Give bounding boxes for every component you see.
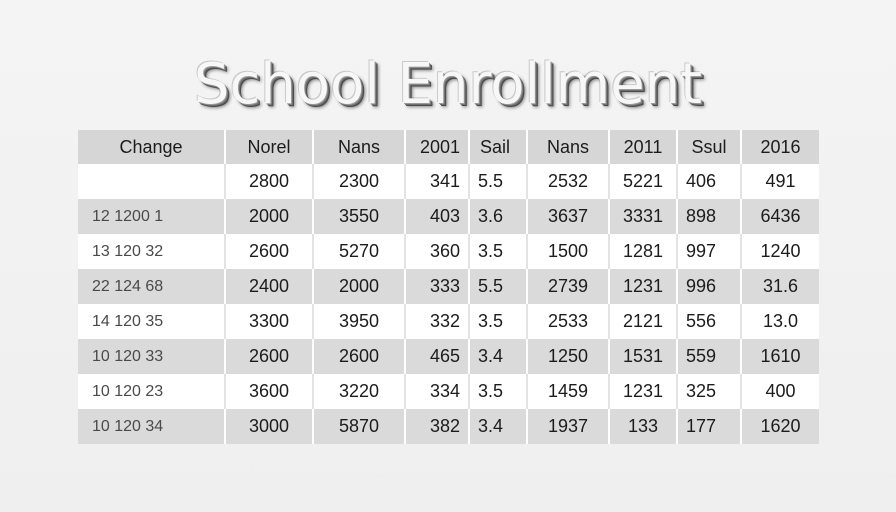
table-cell: 2800 — [225, 164, 313, 199]
row-label-cell — [78, 164, 225, 199]
table-cell: 1459 — [527, 374, 609, 409]
table-cell: 1500 — [527, 234, 609, 269]
table-cell: 1231 — [609, 374, 677, 409]
table-row — [78, 409, 819, 444]
table-cell: 1531 — [609, 339, 677, 374]
table-cell: 2533 — [527, 304, 609, 339]
table-cell: 325 — [677, 374, 741, 409]
table-cell: 559 — [677, 339, 741, 374]
column-header: Nans — [313, 130, 405, 164]
table-cell: 5.5 — [469, 164, 527, 199]
table-cell: 3220 — [313, 374, 405, 409]
table-cell: 333 — [405, 269, 469, 304]
column-header: Sail — [469, 130, 527, 164]
table-cell: 1240 — [741, 234, 819, 269]
table-cell: 997 — [677, 234, 741, 269]
table-row — [78, 304, 819, 339]
table-cell: 400 — [741, 374, 819, 409]
table-cell: 406 — [677, 164, 741, 199]
column-header: Ssul — [677, 130, 741, 164]
table-cell: 898 — [677, 199, 741, 234]
table-cell: 2739 — [527, 269, 609, 304]
table-cell: 3637 — [527, 199, 609, 234]
table-cell: 2300 — [313, 164, 405, 199]
table-row — [78, 234, 819, 269]
table-cell: 3600 — [225, 374, 313, 409]
table-cell: 3.5 — [469, 234, 527, 269]
table-row — [78, 374, 819, 409]
table-cell: 5270 — [313, 234, 405, 269]
table-cell: 2532 — [527, 164, 609, 199]
table-cell: 3.6 — [469, 199, 527, 234]
column-header: 2011 — [609, 130, 677, 164]
table-row — [78, 164, 819, 199]
table-cell: 1231 — [609, 269, 677, 304]
table-row — [78, 199, 819, 234]
row-label-cell: 22 124 68 — [78, 269, 225, 304]
table-cell: 2600 — [313, 339, 405, 374]
column-header: Norel — [225, 130, 313, 164]
table-cell: 2121 — [609, 304, 677, 339]
header-row — [78, 130, 819, 164]
table-cell: 2600 — [225, 234, 313, 269]
table-cell: 1610 — [741, 339, 819, 374]
table-cell: 2000 — [225, 199, 313, 234]
column-header: 2001 — [405, 130, 469, 164]
row-label-cell: 12 1200 1 — [78, 199, 225, 234]
table-cell: 3331 — [609, 199, 677, 234]
table-cell: 177 — [677, 409, 741, 444]
table-cell: 3.4 — [469, 339, 527, 374]
table-cell: 382 — [405, 409, 469, 444]
column-header: Change — [78, 130, 225, 164]
table-cell: 5221 — [609, 164, 677, 199]
table-cell: 996 — [677, 269, 741, 304]
table-cell: 1281 — [609, 234, 677, 269]
table-cell: 2000 — [313, 269, 405, 304]
table-cell: 341 — [405, 164, 469, 199]
table-cell: 3.5 — [469, 304, 527, 339]
table-row — [78, 339, 819, 374]
table-cell: 5870 — [313, 409, 405, 444]
table-cell: 465 — [405, 339, 469, 374]
chart-title: School Enrollment — [193, 52, 703, 117]
table-cell: 556 — [677, 304, 741, 339]
column-header: 2016 — [741, 130, 819, 164]
table-cell: 3950 — [313, 304, 405, 339]
table-cell: 31.6 — [741, 269, 819, 304]
column-header: Nans — [527, 130, 609, 164]
table-cell: 1937 — [527, 409, 609, 444]
table-cell: 1250 — [527, 339, 609, 374]
table-cell: 332 — [405, 304, 469, 339]
table-cell: 2400 — [225, 269, 313, 304]
table-cell: 491 — [741, 164, 819, 199]
table-cell: 5.5 — [469, 269, 527, 304]
table-cell: 3000 — [225, 409, 313, 444]
table-row — [78, 269, 819, 304]
table-cell: 1620 — [741, 409, 819, 444]
table-cell: 2600 — [225, 339, 313, 374]
table-cell: 360 — [405, 234, 469, 269]
row-label-cell: 10 120 33 — [78, 339, 225, 374]
table-cell: 3550 — [313, 199, 405, 234]
row-label-cell: 13 120 32 — [78, 234, 225, 269]
table-cell: 13.0 — [741, 304, 819, 339]
table-cell: 3.5 — [469, 374, 527, 409]
row-label-cell: 14 120 35 — [78, 304, 225, 339]
table-cell: 3300 — [225, 304, 313, 339]
row-label-cell: 10 120 23 — [78, 374, 225, 409]
table-cell: 133 — [609, 409, 677, 444]
table-cell: 3.4 — [469, 409, 527, 444]
table-body — [78, 164, 819, 444]
table-cell: 6436 — [741, 199, 819, 234]
enrollment-table — [78, 130, 819, 444]
table-cell: 334 — [405, 374, 469, 409]
table-cell: 403 — [405, 199, 469, 234]
row-label-cell: 10 120 34 — [78, 409, 225, 444]
